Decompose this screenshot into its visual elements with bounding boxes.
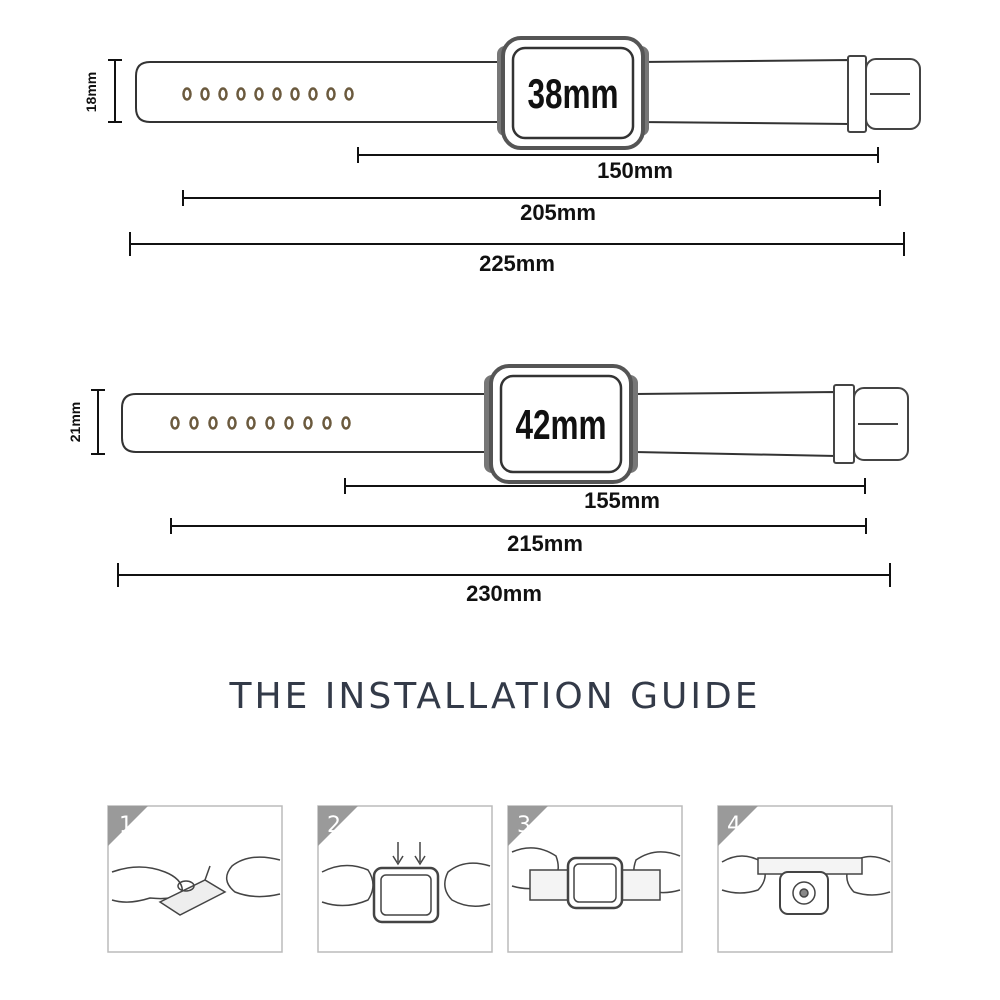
length-label-short: 150mm (597, 158, 673, 183)
length-label-short: 155mm (584, 488, 660, 513)
case-size-label: 42mm (515, 400, 607, 449)
step-number: 4 (727, 813, 741, 838)
step-4-panel (718, 806, 892, 952)
length-label-long: 225mm (479, 251, 555, 276)
length-label-long: 230mm (466, 581, 542, 606)
band-38mm (83, 38, 920, 276)
buckle (834, 385, 908, 463)
watch-case (497, 38, 649, 148)
case-size-label: 38mm (527, 69, 619, 118)
guide-title: THE INSTALLATION GUIDE (229, 676, 761, 717)
step-1-panel (108, 806, 282, 952)
step-number: 1 (119, 813, 133, 838)
step-2-panel (318, 806, 492, 952)
strap-right (632, 392, 836, 456)
step-number: 2 (327, 813, 341, 838)
watch-case (484, 366, 638, 482)
length-label-medium: 205mm (520, 200, 596, 225)
width-bracket (91, 390, 105, 454)
step-3-panel (508, 806, 682, 952)
band-width-label: 21mm (67, 401, 83, 443)
dimension-lines (130, 147, 904, 256)
length-label-medium: 215mm (507, 531, 583, 556)
buckle (848, 56, 920, 132)
step-number: 3 (517, 813, 531, 838)
strap-right (640, 60, 850, 124)
dimension-lines (118, 478, 890, 587)
band-42mm (67, 366, 908, 606)
width-bracket (108, 60, 122, 122)
band-width-label: 18mm (83, 71, 99, 113)
